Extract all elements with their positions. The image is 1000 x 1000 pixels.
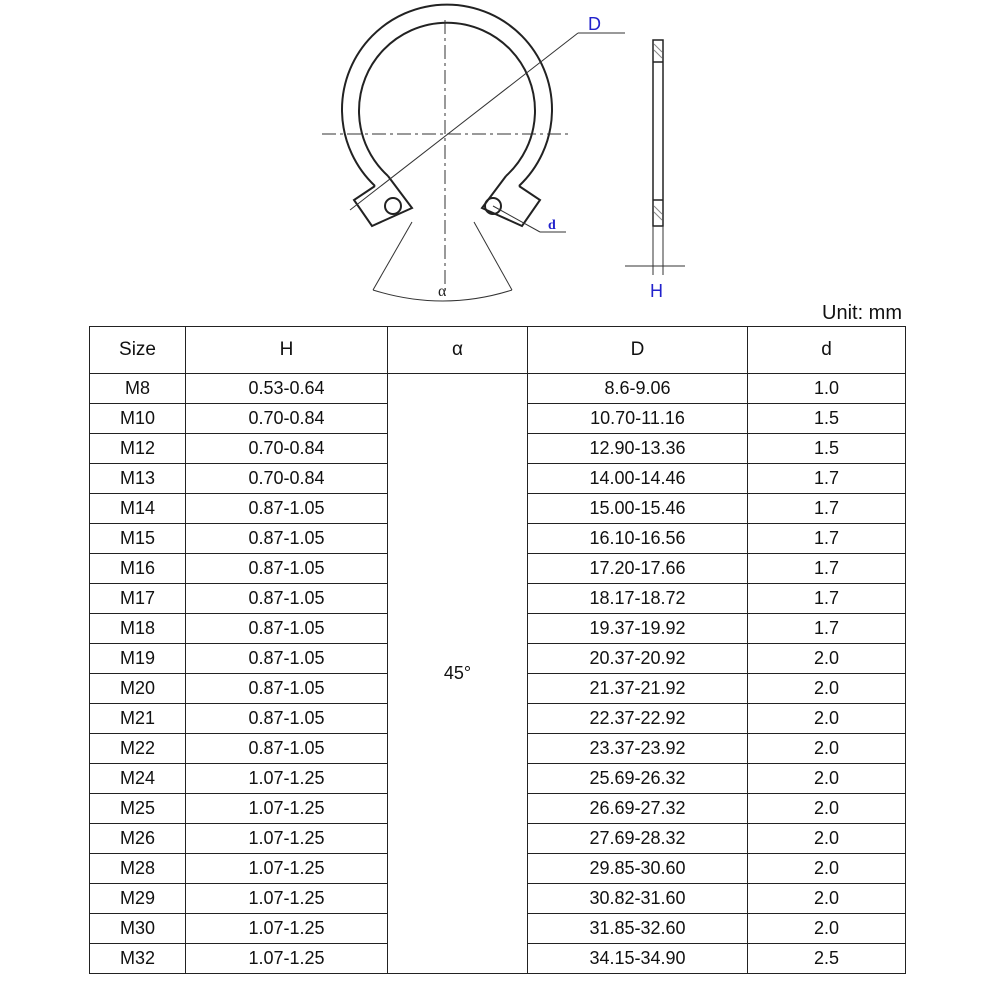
cell-d-outer: 17.20-17.66 xyxy=(528,554,748,584)
header-row xyxy=(90,327,906,374)
unit-label: Unit: mm xyxy=(822,302,902,324)
cell-h: 0.53-0.64 xyxy=(186,374,388,404)
cell-d-outer: 20.37-20.92 xyxy=(528,644,748,674)
cell-d-hole: 2.0 xyxy=(748,914,906,944)
cell-h: 1.07-1.25 xyxy=(186,944,388,974)
cell-d-hole: 2.0 xyxy=(748,764,906,794)
cell-d-hole: 1.7 xyxy=(748,494,906,524)
cell-size: M14 xyxy=(90,494,186,524)
cell-size: M16 xyxy=(90,554,186,584)
cell-d-outer: 23.37-23.92 xyxy=(528,734,748,764)
diameter-label: D xyxy=(588,14,601,34)
cell-size: M28 xyxy=(90,854,186,884)
cell-size: M25 xyxy=(90,794,186,824)
cell-d-outer: 27.69-28.32 xyxy=(528,824,748,854)
cell-size: M29 xyxy=(90,884,186,914)
cell-d-outer: 10.70-11.16 xyxy=(528,404,748,434)
header-d-outer: D xyxy=(528,327,748,374)
cell-d-outer: 25.69-26.32 xyxy=(528,764,748,794)
cell-size: M13 xyxy=(90,464,186,494)
cell-h: 1.07-1.25 xyxy=(186,884,388,914)
cell-d-hole: 2.0 xyxy=(748,794,906,824)
cell-size: M10 xyxy=(90,404,186,434)
cell-d-outer: 30.82-31.60 xyxy=(528,884,748,914)
cell-h: 0.87-1.05 xyxy=(186,614,388,644)
cell-h: 0.87-1.05 xyxy=(186,584,388,614)
header-alpha: α xyxy=(388,327,528,374)
cell-d-hole: 1.7 xyxy=(748,464,906,494)
cell-h: 1.07-1.25 xyxy=(186,794,388,824)
side-view-body xyxy=(653,40,663,226)
right-lug xyxy=(482,176,540,226)
header-h: H xyxy=(186,327,388,374)
cell-h: 0.87-1.05 xyxy=(186,734,388,764)
cell-h: 1.07-1.25 xyxy=(186,824,388,854)
left-lug-hole xyxy=(385,198,401,214)
cell-h: 0.87-1.05 xyxy=(186,524,388,554)
cell-size: M22 xyxy=(90,734,186,764)
cell-h: 0.70-0.84 xyxy=(186,434,388,464)
cell-alpha: 45° xyxy=(388,374,528,974)
cell-d-hole: 2.0 xyxy=(748,704,906,734)
cell-size: M18 xyxy=(90,614,186,644)
cell-d-hole: 2.0 xyxy=(748,884,906,914)
circlip-diagram xyxy=(0,0,1000,310)
cell-d-outer: 21.37-21.92 xyxy=(528,674,748,704)
cell-d-outer: 31.85-32.60 xyxy=(528,914,748,944)
cell-d-outer: 18.17-18.72 xyxy=(528,584,748,614)
cell-d-hole: 1.7 xyxy=(748,614,906,644)
cell-h: 0.87-1.05 xyxy=(186,644,388,674)
cell-size: M30 xyxy=(90,914,186,944)
cell-size: M26 xyxy=(90,824,186,854)
cell-size: M24 xyxy=(90,764,186,794)
cell-size: M8 xyxy=(90,374,186,404)
hole-diameter-label: d xyxy=(548,218,556,233)
ring-inner-arc xyxy=(359,23,535,176)
cell-size: M12 xyxy=(90,434,186,464)
left-lug xyxy=(354,176,412,226)
cell-d-outer: 26.69-27.32 xyxy=(528,794,748,824)
cell-h: 1.07-1.25 xyxy=(186,764,388,794)
cell-d-hole: 2.5 xyxy=(748,944,906,974)
cell-size: M21 xyxy=(90,704,186,734)
cell-d-outer: 34.15-34.90 xyxy=(528,944,748,974)
cell-h: 1.07-1.25 xyxy=(186,854,388,884)
cell-d-outer: 12.90-13.36 xyxy=(528,434,748,464)
angle-label: α xyxy=(438,283,447,300)
cell-d-hole: 1.7 xyxy=(748,554,906,584)
cell-d-hole: 1.7 xyxy=(748,524,906,554)
cell-h: 1.07-1.25 xyxy=(186,914,388,944)
cell-d-outer: 15.00-15.46 xyxy=(528,494,748,524)
cell-h: 0.87-1.05 xyxy=(186,674,388,704)
cell-size: M17 xyxy=(90,584,186,614)
cell-size: M32 xyxy=(90,944,186,974)
cell-d-hole: 1.0 xyxy=(748,374,906,404)
header-d-hole: d xyxy=(748,327,906,374)
header-size: Size xyxy=(90,327,186,374)
spec-table xyxy=(89,326,906,974)
cell-size: M15 xyxy=(90,524,186,554)
cell-d-outer: 14.00-14.46 xyxy=(528,464,748,494)
cell-d-hole: 2.0 xyxy=(748,824,906,854)
cell-h: 0.87-1.05 xyxy=(186,494,388,524)
cell-d-hole: 2.0 xyxy=(748,734,906,764)
cell-d-hole: 1.5 xyxy=(748,434,906,464)
cell-h: 0.87-1.05 xyxy=(186,704,388,734)
cell-d-outer: 29.85-30.60 xyxy=(528,854,748,884)
thickness-label: H xyxy=(650,281,663,301)
cell-h: 0.87-1.05 xyxy=(186,554,388,584)
cell-size: M19 xyxy=(90,644,186,674)
cell-d-hole: 2.0 xyxy=(748,854,906,884)
cell-d-hole: 2.0 xyxy=(748,674,906,704)
table-row xyxy=(90,374,906,404)
cell-size: M20 xyxy=(90,674,186,704)
cell-d-outer: 8.6-9.06 xyxy=(528,374,748,404)
cell-d-outer: 19.37-19.92 xyxy=(528,614,748,644)
cell-h: 0.70-0.84 xyxy=(186,404,388,434)
cell-h: 0.70-0.84 xyxy=(186,464,388,494)
cell-d-outer: 22.37-22.92 xyxy=(528,704,748,734)
cell-d-hole: 1.7 xyxy=(748,584,906,614)
cell-d-hole: 1.5 xyxy=(748,404,906,434)
cell-d-hole: 2.0 xyxy=(748,644,906,674)
cell-d-outer: 16.10-16.56 xyxy=(528,524,748,554)
